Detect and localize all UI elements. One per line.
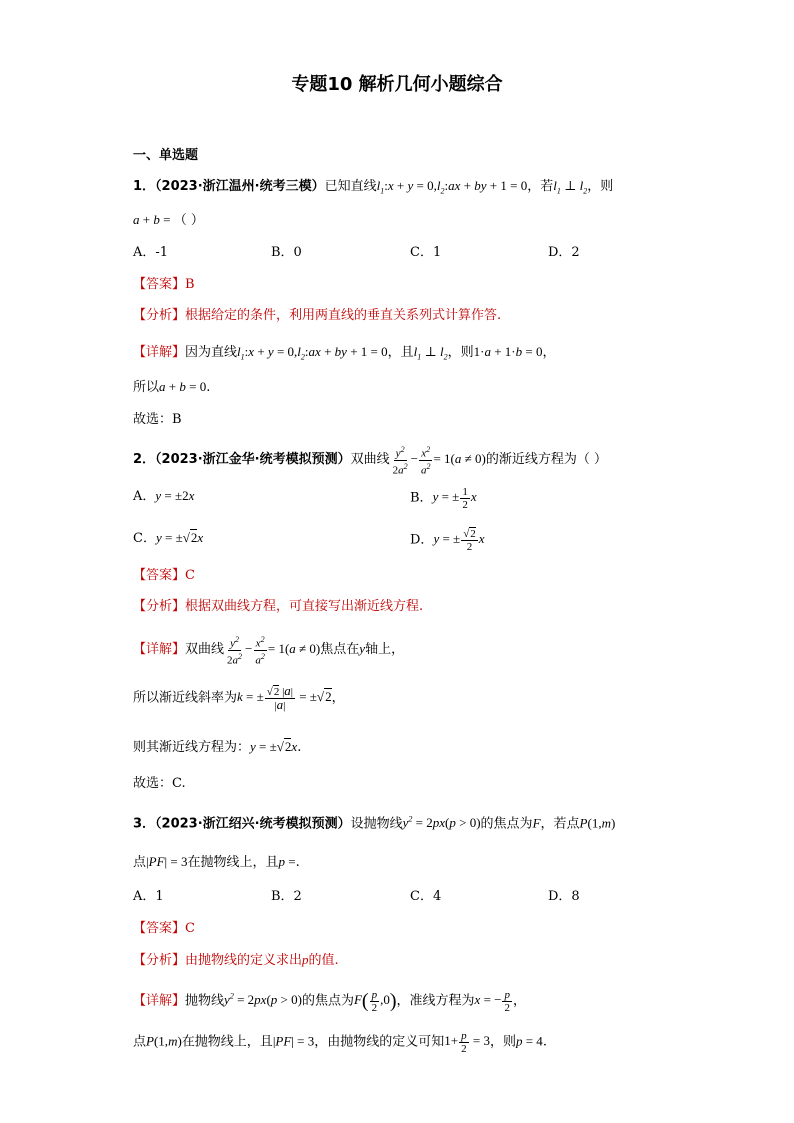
q1-option-b: B．0 — [271, 245, 302, 260]
q2-detail-line3: 则其渐近线方程为：y = ±√2x. — [133, 739, 302, 755]
q2-detail: 【详解】双曲线 $\frac{y^2}{2a^2}$ − $\frac{x^2}{a^2}$ = 1(a ≠ 0)焦点在y轴上， — [133, 635, 405, 667]
page-title: 专题10 解析几何小题综合 — [291, 74, 503, 95]
q2-source: （2023·浙江金华·统考模拟预测） — [155, 452, 351, 468]
q2-number: 2． — [133, 452, 156, 468]
q1-answer: 【答案】B — [133, 277, 195, 292]
q2-stem: 2．（2023·浙江金华·统考模拟预测）双曲线 $\frac{y^2}{2a^2}$ − $\frac{x^2}{a^2}$ = 1(a ≠ 0)的渐近线方程为（ ） — [133, 445, 607, 477]
q3-stem: 3．（2023·浙江绍兴·统考模拟预测）设抛物线$y^2 = 2px(p > 0)$的焦点为F，若点P(1,m) — [133, 815, 616, 832]
section-heading: 一、单选题 — [133, 148, 199, 163]
q1-option-d: D．2 — [548, 245, 580, 260]
q2-answer: 【答案】C — [133, 568, 195, 583]
q2-option-a: A．y = ±2x — [133, 488, 195, 504]
q1-detail-line2: 所以a + b = 0. — [133, 379, 211, 395]
q1-source: （2023·浙江温州·统考三模） — [155, 179, 325, 194]
q2-option-d: D．y = ± $\frac{√2}{2}$ x — [410, 528, 485, 553]
q1-option-c: C．1 — [410, 245, 442, 260]
q3-analysis: 【分析】由抛物线的定义求出p的值. — [133, 952, 339, 968]
q1-detail: 【详解】因为直线$l_1:x + y$ = $0,l_2:ax$ + by + 1 = 0，且$l_1$ ⊥ $l_2$，则1·a + 1·b = 0， — [133, 344, 556, 362]
q1-stem-line2: a + b = （ ） — [133, 212, 204, 228]
q2-analysis: 【分析】根据双曲线方程，可直接写出渐近线方程. — [133, 599, 424, 614]
q2-option-c: C．y = ±√2x — [133, 530, 204, 546]
q3-detail-line2: 点P(1,m)在抛物线上，且|PF| = 3，由抛物线的定义可知1+ $\frac{p}{2}$ = 3，则p = 4. — [133, 1030, 547, 1055]
q2-detail-line2: 所以渐近线斜率为k = ± $\frac{√2 |a|}{|a|}$ = ±√2， — [133, 683, 345, 712]
q2-conclusion: 故选：C. — [133, 776, 186, 791]
q3-option-d: D．8 — [548, 889, 580, 904]
q3-option-b: B．2 — [271, 889, 302, 904]
q3-option-c: C．4 — [410, 889, 442, 904]
q1-conclusion: 故选：B — [133, 412, 182, 427]
q1-option-a: A．-1 — [133, 245, 169, 260]
q1-stem: 1．（2023·浙江温州·统考三模）已知直线$l_1:x + y$ = $0,l_2:ax$ + by + 1 = 0，若$l_1$ ⊥ $l_2$，则 — [133, 178, 614, 196]
q3-number: 3． — [133, 816, 156, 832]
q3-source: （2023·浙江绍兴·统考模拟预测） — [155, 816, 351, 832]
q3-option-a: A．1 — [133, 889, 164, 904]
q1-analysis: 【分析】根据给定的条件，利用两直线的垂直关系列式计算作答. — [133, 308, 502, 323]
q3-answer: 【答案】C — [133, 921, 195, 936]
q3-detail: 【详解】抛物线$y^2 = 2px(p > 0)$的焦点为F( $\frac{p}{2}$ ,0)，准线方程为x = − $\frac{p}{2}$ ， — [133, 988, 526, 1014]
q2-option-b: B．y = ± $\frac{1}{2}$ x — [410, 486, 477, 511]
q3-stem-line2: 点|PF| = 3在抛物线上，且p =. — [133, 854, 300, 870]
q1-number: 1． — [133, 179, 156, 194]
